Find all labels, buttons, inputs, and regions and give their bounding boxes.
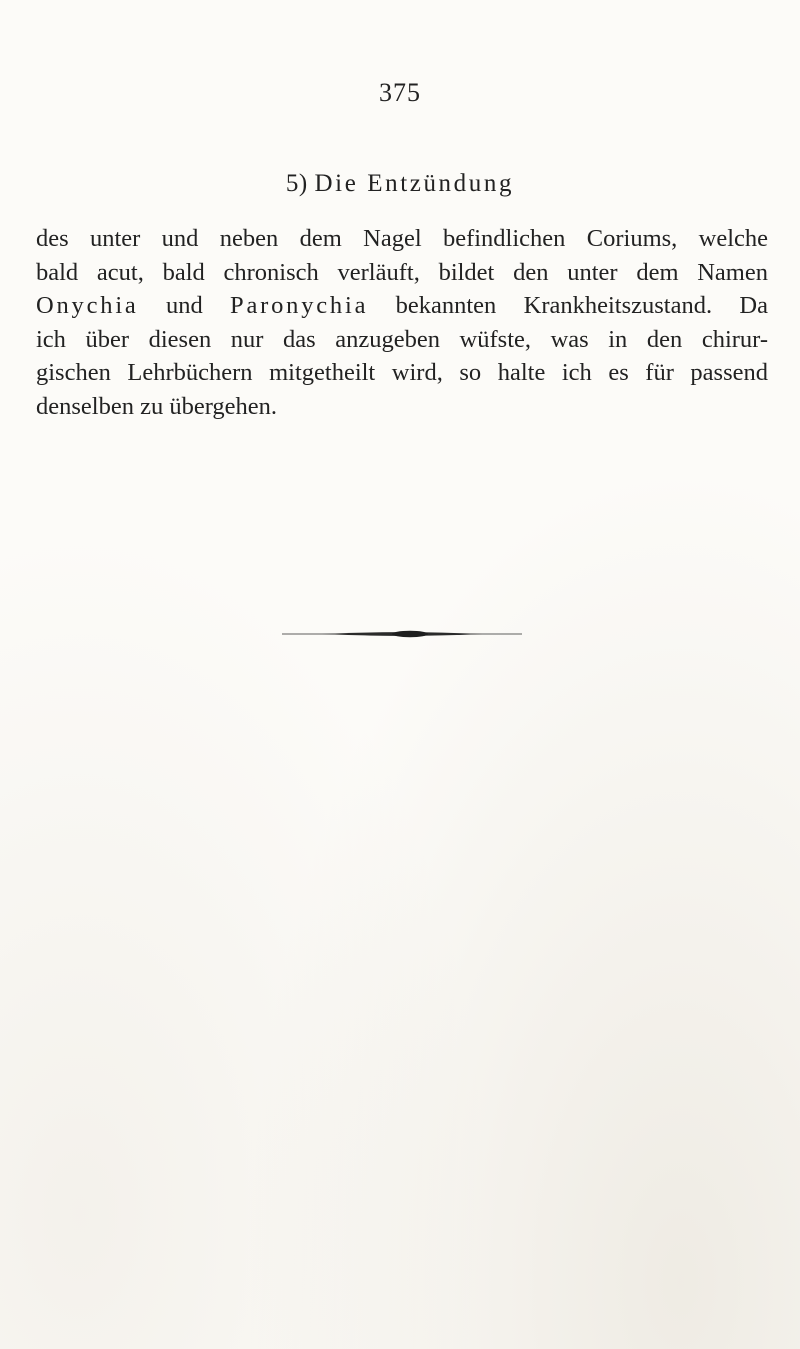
paragraph-line-2: bald acut, bald chronisch verläuft, bildet den unter dem Namen (36, 258, 768, 286)
term-paronychia: Paronychia (230, 292, 369, 320)
section-heading (0, 170, 800, 198)
section-number: 5) (285, 170, 308, 197)
paragraph-line-3 (36, 289, 768, 323)
paragraph (36, 222, 768, 424)
section-title: Die Entzündung (314, 170, 515, 197)
section-end-rule-icon (282, 628, 522, 640)
paragraph-line-1: des unter und neben dem Nagel befindlichen Coriums, welche (36, 225, 768, 252)
paragraph-line-4: ich über diesen nur das anzugeben wüfste, was in den chirur- (36, 325, 768, 353)
page-number: 375 (379, 78, 421, 107)
paragraph-line-6: denselben zu übergehen. (36, 392, 278, 420)
term-onychia: Onychia (36, 292, 139, 320)
line3-rest: bekannten Krankheitszustand. Da (368, 292, 768, 320)
paragraph-line-5: gischen Lehrbüchern mitgetheilt wird, so halte ich es für passend (36, 359, 768, 387)
line3-connector: und (138, 292, 231, 320)
